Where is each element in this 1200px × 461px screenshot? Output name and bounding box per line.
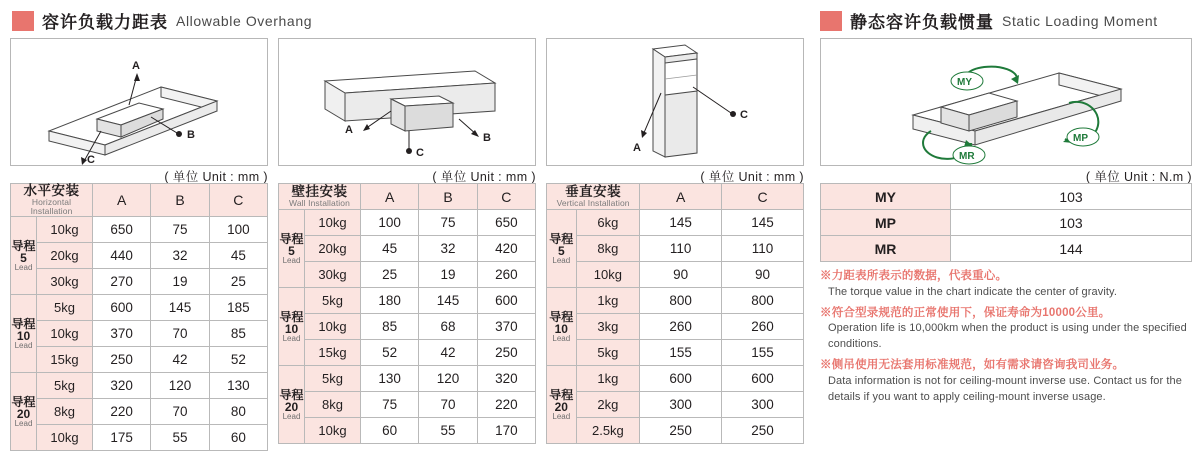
table2-g2-r1-load: 8kg	[305, 392, 361, 418]
table-row	[547, 392, 804, 418]
table1-g2-r0-c: 130	[209, 373, 267, 399]
table2-title-en: Wall Installation	[289, 198, 350, 209]
table1-g1-r1-load: 10kg	[37, 321, 93, 347]
unit-label-mm-2: ( 单位 Unit : mm )	[432, 170, 536, 184]
horizontal-actuator-drawing	[11, 39, 267, 165]
table3-g1-r2-c: 155	[722, 340, 804, 366]
table3-g0-r1-load: 8kg	[576, 236, 640, 262]
table1-header-title	[11, 184, 93, 217]
table-horizontal-installation	[10, 183, 268, 451]
table-static-loading-moment	[820, 183, 1192, 262]
table-row	[547, 418, 804, 444]
table2-header-title	[279, 184, 361, 210]
note-0-cn: ※力距表所表示的数据，代表重心。	[820, 270, 1008, 282]
table3-g1-r2-a: 155	[640, 340, 722, 366]
table2-g2-r2-c: 170	[477, 418, 535, 444]
table2-g2-r2-b: 55	[419, 418, 477, 444]
note-2-cn: ※侧吊使用无法套用标准规范，如有需求请咨询我司业务。	[820, 359, 1125, 372]
table2-g0-r1-c: 420	[477, 236, 535, 262]
table2-group0-lead: 导程 5 Lead	[279, 210, 305, 288]
diagram4-label-mr: MR	[959, 151, 975, 162]
table1-g2-r1-load: 8kg	[37, 399, 93, 425]
table3-group1-lead: 导程 10 Lead	[547, 288, 577, 366]
moment-row1-value: 103	[951, 210, 1192, 236]
table-row	[821, 184, 1192, 210]
table-row	[279, 418, 536, 444]
table3-g0-r0-c: 145	[722, 210, 804, 236]
unit-label-nm: ( 单位 Unit : N.m )	[1085, 170, 1192, 184]
table2-title-cn: 壁挂安装	[291, 183, 348, 199]
table2-g0-r2-c: 260	[477, 262, 535, 288]
table2-g1-r2-load: 15kg	[305, 340, 361, 366]
table3-g1-r1-c: 260	[722, 314, 804, 340]
table2-g2-r1-b: 70	[419, 392, 477, 418]
table-row	[821, 210, 1192, 236]
table1-g1-r2-a: 250	[93, 347, 151, 373]
table1-g0-r2-a: 270	[93, 269, 151, 295]
table3-g0-r1-c: 110	[722, 236, 804, 262]
note-1-en: Operation life is 10,000km when the product is using under the specified conditions.	[828, 322, 1187, 351]
table3-g1-r1-a: 260	[640, 314, 722, 340]
table3-g2-r0-a: 600	[640, 366, 722, 392]
table2-group2-lead: 导程 20 Lead	[279, 366, 305, 444]
table-row	[11, 321, 268, 347]
table3-g2-r2-load: 2.5kg	[576, 418, 640, 444]
table-row	[11, 373, 268, 399]
table2-g1-r1-a: 85	[361, 314, 419, 340]
table-vertical-installation	[546, 183, 804, 444]
table1-col-b: B	[151, 184, 209, 217]
table3-g0-r2-load: 10kg	[576, 262, 640, 288]
table1-g1-r2-b: 42	[151, 347, 209, 373]
table2-g1-r0-load: 5kg	[305, 288, 361, 314]
diagram-wall-installation	[278, 38, 536, 166]
moment-row0-key: MY	[821, 184, 951, 210]
table1-g0-r0-c: 100	[209, 217, 267, 243]
wall-actuator-drawing	[279, 39, 535, 165]
right-section-title-en: Static Loading Moment	[1002, 12, 1158, 29]
table-row	[279, 366, 536, 392]
table1-g1-r2-c: 52	[209, 347, 267, 373]
table-row	[547, 236, 804, 262]
table2-g0-r2-b: 19	[419, 262, 477, 288]
table2-g1-r1-b: 68	[419, 314, 477, 340]
table2-g0-r0-c: 650	[477, 210, 535, 236]
table3-g2-r0-c: 600	[722, 366, 804, 392]
note-2-en: Data information is not for ceiling-mount inverse use. Contact us for the details if you want to apply ceiling-mount inverse usage.	[828, 374, 1182, 403]
table3-g0-r0-load: 6kg	[576, 210, 640, 236]
diagram1-label-a: A	[132, 60, 140, 72]
left-section-title-cn: 容许负载力距表	[42, 13, 168, 32]
table-row	[279, 210, 536, 236]
table1-g2-r2-a: 175	[93, 425, 151, 451]
table1-g2-r2-load: 10kg	[37, 425, 93, 451]
table-row	[279, 262, 536, 288]
table3-g0-r2-c: 90	[722, 262, 804, 288]
table1-g0-r0-a: 650	[93, 217, 151, 243]
table3-group2-lead: 导程 20 Lead	[547, 366, 577, 444]
table2-g1-r2-c: 250	[477, 340, 535, 366]
table2-g0-r0-a: 100	[361, 210, 419, 236]
table2-g2-r2-load: 10kg	[305, 418, 361, 444]
moment-row0-value: 103	[951, 184, 1192, 210]
table1-title-en: Horizontal Installation	[30, 197, 73, 217]
table3-g2-r1-a: 300	[640, 392, 722, 418]
notes-block	[820, 268, 1198, 410]
table-row	[547, 262, 804, 288]
table3-g0-r1-a: 110	[640, 236, 722, 262]
right-section-title-cn: 静态容许负载惯量	[850, 13, 994, 32]
table-header-row	[279, 184, 536, 210]
table-row	[11, 217, 268, 243]
left-section-header	[12, 8, 312, 33]
note-1-cn: ※符合型录规范的正常使用下，保证寿命为10000公里。	[820, 306, 1111, 319]
table2-g2-r1-a: 75	[361, 392, 419, 418]
table-row	[11, 399, 268, 425]
table2-g2-r1-c: 220	[477, 392, 535, 418]
table1-g1-r2-load: 15kg	[37, 347, 93, 373]
table1-g0-r1-b: 32	[151, 243, 209, 269]
table-row	[547, 366, 804, 392]
table3-g1-r0-c: 800	[722, 288, 804, 314]
table-row	[11, 295, 268, 321]
diagram1-label-b: C	[87, 154, 95, 165]
table-header-row	[547, 184, 804, 210]
table3-g2-r2-a: 250	[640, 418, 722, 444]
table-row	[547, 340, 804, 366]
table3-g2-r0-load: 1kg	[576, 366, 640, 392]
table2-g0-r0-load: 10kg	[305, 210, 361, 236]
moment-actuator-drawing	[821, 39, 1191, 165]
diagram2-label-b: B	[483, 132, 491, 144]
diagram-static-loading-moment	[820, 38, 1192, 166]
diagram-horizontal-installation	[10, 38, 268, 166]
table1-g2-r0-a: 320	[93, 373, 151, 399]
table3-g0-r0-a: 145	[640, 210, 722, 236]
moment-row1-key: MP	[821, 210, 951, 236]
accent-bar-icon	[820, 11, 842, 31]
table-row	[11, 269, 268, 295]
table-row	[821, 236, 1192, 262]
table1-title-cn: 水平安装	[23, 183, 80, 198]
diagram3-label-a: A	[633, 142, 641, 154]
diagram4-label-mp: MP	[1073, 133, 1088, 144]
table1-g0-r1-c: 45	[209, 243, 267, 269]
vertical-actuator-drawing	[547, 39, 803, 165]
table1-g1-r1-a: 370	[93, 321, 151, 347]
table3-col-c: C	[722, 184, 804, 210]
table1-g1-r0-c: 185	[209, 295, 267, 321]
table1-g2-r2-b: 55	[151, 425, 209, 451]
table-row	[547, 314, 804, 340]
diagram-vertical-installation	[546, 38, 804, 166]
table1-g0-r1-a: 440	[93, 243, 151, 269]
table1-g2-r0-b: 120	[151, 373, 209, 399]
table1-group0-lead: 导程 5 Lead	[11, 217, 37, 295]
table1-g2-r2-c: 60	[209, 425, 267, 451]
table1-g1-r0-a: 600	[93, 295, 151, 321]
table2-g1-r0-a: 180	[361, 288, 419, 314]
table2-g1-r2-b: 42	[419, 340, 477, 366]
table2-g2-r2-a: 60	[361, 418, 419, 444]
table2-col-a: A	[361, 184, 419, 210]
table3-g2-r1-c: 300	[722, 392, 804, 418]
table2-g0-r0-b: 75	[419, 210, 477, 236]
table2-g0-r1-a: 45	[361, 236, 419, 262]
table1-g2-r1-a: 220	[93, 399, 151, 425]
table-row	[279, 236, 536, 262]
accent-bar-icon	[12, 11, 34, 31]
table-row	[11, 347, 268, 373]
table1-group2-lead: 导程 20 Lead	[11, 373, 37, 451]
table2-group1-lead: 导程 10 Lead	[279, 288, 305, 366]
table3-title-cn: 垂直安装	[565, 183, 622, 199]
table1-g2-r1-b: 70	[151, 399, 209, 425]
table-row	[547, 210, 804, 236]
table1-g0-r2-c: 25	[209, 269, 267, 295]
note-0-en: The torque value in the chart indicate the center of gravity.	[828, 285, 1118, 298]
table1-g1-r0-b: 145	[151, 295, 209, 321]
table-row	[279, 314, 536, 340]
moment-row2-key: MR	[821, 236, 951, 262]
table2-col-c: C	[477, 184, 535, 210]
table3-g1-r0-load: 1kg	[576, 288, 640, 314]
table2-g1-r0-c: 600	[477, 288, 535, 314]
table1-g1-r1-b: 70	[151, 321, 209, 347]
diagram3-label-c: C	[740, 109, 748, 121]
table1-g2-r0-load: 5kg	[37, 373, 93, 399]
table-row	[11, 243, 268, 269]
table-row	[279, 340, 536, 366]
left-section-title-en: Allowable Overhang	[176, 12, 313, 29]
unit-label-mm-1: ( 单位 Unit : mm )	[164, 170, 268, 184]
table-row	[11, 425, 268, 451]
diagram2-label-c: C	[416, 147, 424, 159]
table1-g1-r0-load: 5kg	[37, 295, 93, 321]
table2-g2-r0-load: 5kg	[305, 366, 361, 392]
table2-g2-r0-a: 130	[361, 366, 419, 392]
table3-g1-r2-load: 5kg	[576, 340, 640, 366]
table1-g1-r1-c: 85	[209, 321, 267, 347]
table3-g1-r0-a: 800	[640, 288, 722, 314]
table2-g1-r2-a: 52	[361, 340, 419, 366]
moment-row2-value: 144	[951, 236, 1192, 262]
unit-label-mm-3: ( 单位 Unit : mm )	[700, 170, 804, 184]
table1-g0-r0-load: 10kg	[37, 217, 93, 243]
table1-g2-r1-c: 80	[209, 399, 267, 425]
table-wall-installation	[278, 183, 536, 444]
table1-g0-r1-load: 20kg	[37, 243, 93, 269]
table2-g2-r0-c: 320	[477, 366, 535, 392]
table3-g0-r2-a: 90	[640, 262, 722, 288]
table-row	[279, 288, 536, 314]
right-section-header	[820, 8, 1158, 33]
table-row	[279, 392, 536, 418]
table1-col-a: A	[93, 184, 151, 217]
table3-title-en: Vertical Installation	[556, 198, 630, 209]
table1-col-c: C	[209, 184, 267, 217]
table1-g0-r2-b: 19	[151, 269, 209, 295]
table2-g0-r1-load: 20kg	[305, 236, 361, 262]
table3-g1-r1-load: 3kg	[576, 314, 640, 340]
table2-g0-r2-a: 25	[361, 262, 419, 288]
table3-group0-lead: 导程 5 Lead	[547, 210, 577, 288]
table3-g2-r2-c: 250	[722, 418, 804, 444]
table2-g0-r1-b: 32	[419, 236, 477, 262]
diagram1-label-c: B	[187, 129, 195, 141]
table-header-row	[11, 184, 268, 217]
table1-group1-lead: 导程 10 Lead	[11, 295, 37, 373]
table1-g0-r2-load: 30kg	[37, 269, 93, 295]
table-row	[547, 288, 804, 314]
diagram4-label-my: MY	[957, 77, 972, 88]
table2-g1-r1-c: 370	[477, 314, 535, 340]
table2-g1-r1-load: 10kg	[305, 314, 361, 340]
table2-g1-r0-b: 145	[419, 288, 477, 314]
table3-g2-r1-load: 2kg	[576, 392, 640, 418]
diagram2-label-a: A	[345, 124, 353, 136]
table1-g0-r0-b: 75	[151, 217, 209, 243]
table3-col-a: A	[640, 184, 722, 210]
table2-col-b: B	[419, 184, 477, 210]
table2-g2-r0-b: 120	[419, 366, 477, 392]
table3-header-title	[547, 184, 640, 210]
table2-g0-r2-load: 30kg	[305, 262, 361, 288]
